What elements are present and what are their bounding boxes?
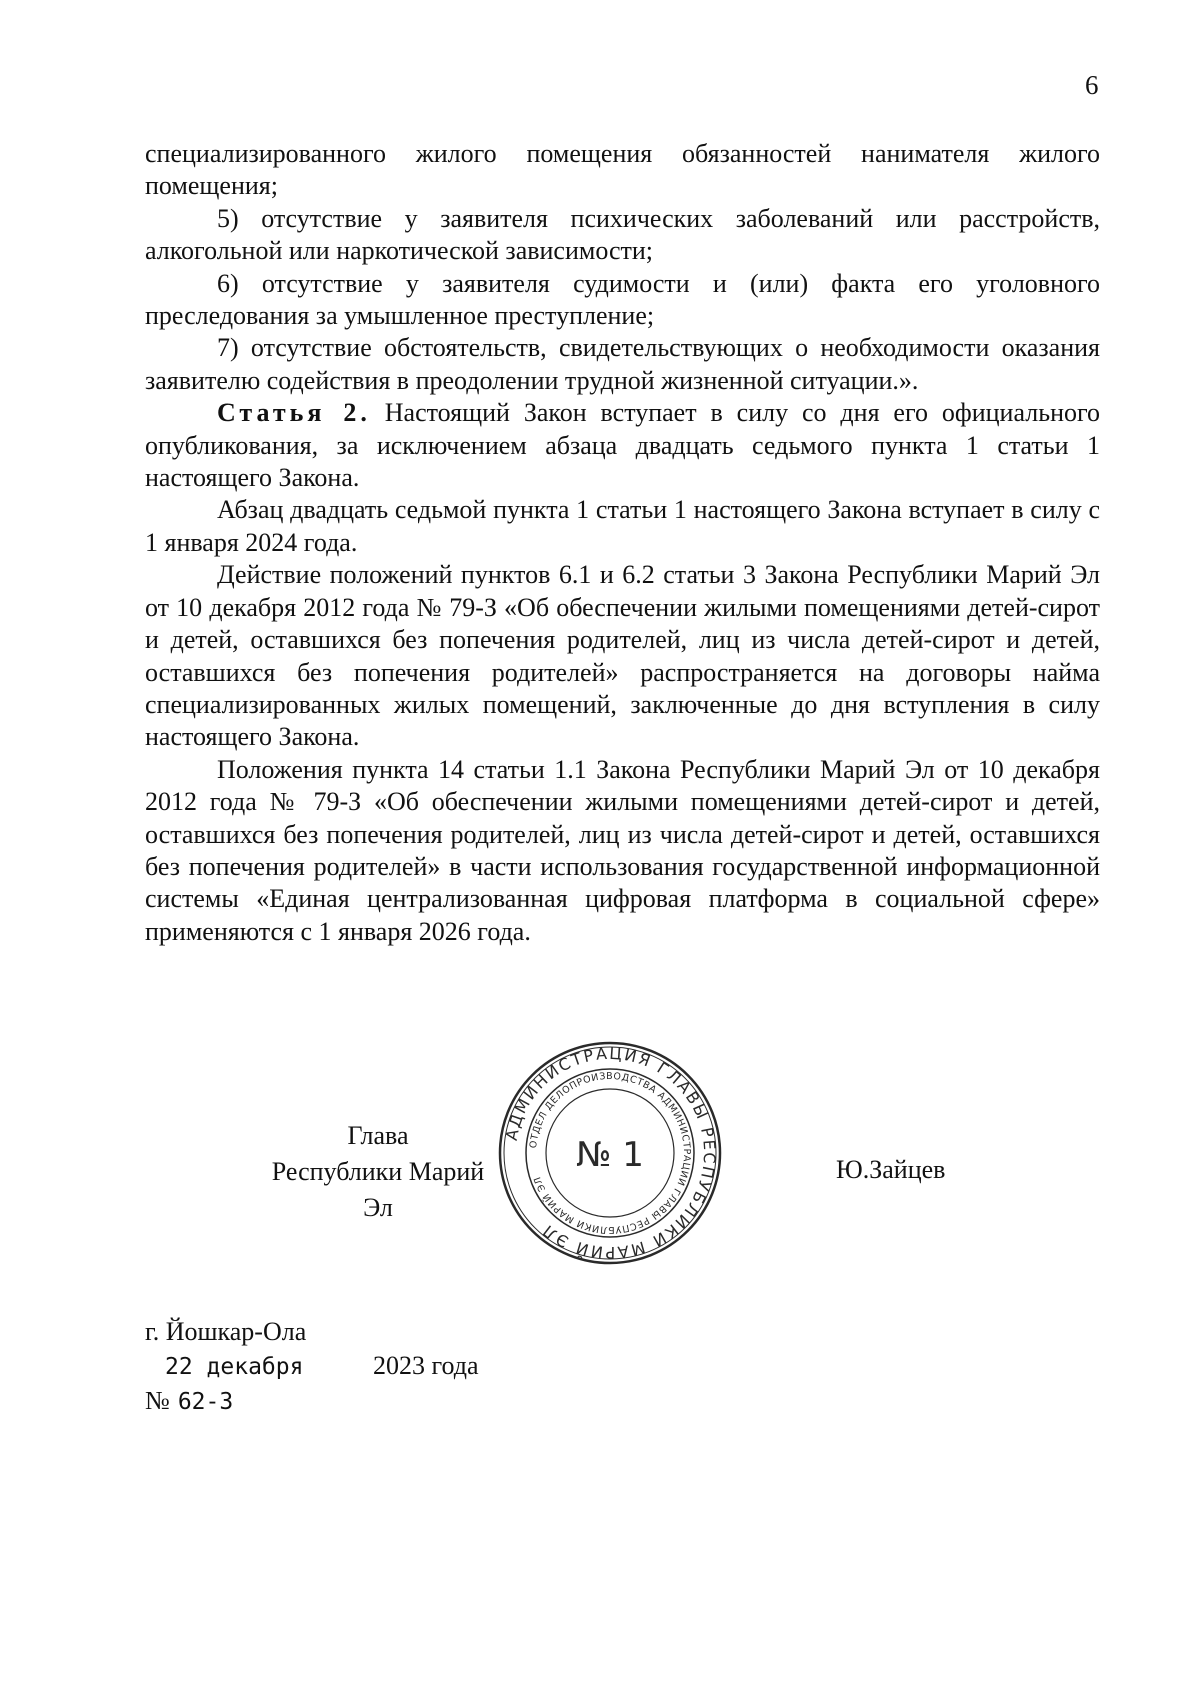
stamp-outer-text: АДМИНИСТРАЦИЯ ГЛАВЫ РЕСПУБЛИКИ МАРИЙ ЭЛ (501, 1043, 720, 1263)
date-day: 22 декабря (165, 1354, 304, 1380)
city: г. Йошкар-Ола (145, 1317, 307, 1346)
signature-title-line1: Глава (347, 1121, 409, 1150)
document-body (145, 138, 1100, 948)
signature-title-line2: Республики Марий Эл (271, 1157, 485, 1222)
official-stamp (497, 1040, 723, 1266)
list-item-6: 6) отсутствие у заявителя судимости и (или) факта его уголовного преследования за умышленное преступление; (145, 268, 1100, 331)
date-year: 2023 года (373, 1351, 479, 1380)
paragraph-continuation: специализированного жилого помещения обязанностей нанимателя жилого помещения; (145, 139, 1100, 201)
article-2-paragraph (145, 397, 1100, 494)
page-number: 6 (1085, 70, 1099, 100)
signature-name: Ю.Зайцев (836, 1155, 946, 1184)
stamp-inner-text: ОТДЕЛ ДЕЛОПРОИЗВОДСТВА АДМИНИСТРАЦИИ ГЛАВЫ РЕСПУБЛИКИ МАРИЙ ЭЛ (528, 1070, 693, 1236)
signature-title (260, 1118, 496, 1226)
list-item-5: 5) отсутствие у заявителя психических заболеваний или расстройств, алкогольной или наркотической зависимости; (145, 203, 1100, 266)
date-line (145, 1349, 479, 1384)
list-item-7: 7) отсутствие обстоятельств, свидетельствующих о необходимости оказания заявителю содействия в преодолении трудной жизненной ситуации.». (145, 333, 1100, 395)
paragraph-effective-date: Абзац двадцать седьмой пункта 1 статьи 1 настоящего Закона вступает в силу с 1 января 2024 года. (145, 495, 1100, 557)
article-2-heading: Статья 2. (217, 398, 371, 428)
article-2-text: Настоящий Закон вступает в силу со дня его официального опубликования, за исключением абзаца двадцать седьмого пункта 1 статьи 1 настоящего Закона. (145, 398, 1101, 493)
number-value: 62-З (177, 1389, 234, 1415)
paragraph-provisions-14: Положения пункта 14 статьи 1.1 Закона Республики Марий Эл от 10 декабря 2012 года № 79-З «Об обеспечении жилыми помещениями детей-сирот и детей, оставшихся без попечения родителей, лиц из числа детей-сирот и детей, оставшихся без попечения родителей» в части использования государственной информационной системы «Единая централизованная цифровая платформа в социальной сфере» применяются с 1 января 2026 года. (145, 754, 1100, 946)
paragraph-provisions-6-1: Действие положений пунктов 6.1 и 6.2 статьи 3 Закона Республики Марий Эл от 10 декабря 2012 года № 79-З «Об обеспечении жилыми помещениями детей-сирот и детей, оставшихся без попечения родителей, лиц из числа детей-сирот и детей, оставшихся без попечения родителей» распространяется на договоры найма специализированных жилых помещений, заключенные до дня вступления в силу настоящего Закона. (145, 560, 1100, 752)
stamp-number: № 1 (576, 1135, 644, 1175)
number-sign: № (145, 1386, 170, 1415)
place-and-date-block (145, 1315, 479, 1419)
document-number (145, 1384, 479, 1419)
